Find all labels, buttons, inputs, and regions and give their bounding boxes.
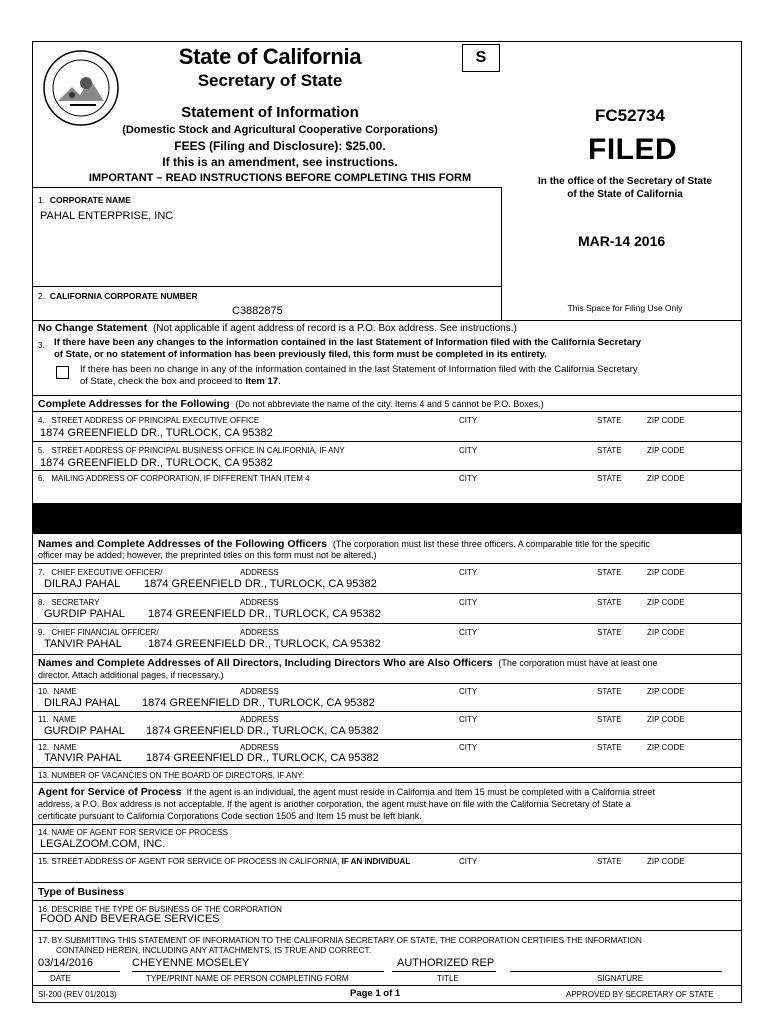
divider (32, 411, 742, 412)
form-letter-box (462, 44, 500, 72)
no-change-line3: If there has been no change in any of the information contained in the last Statement of Information filed with the California Secretary (80, 364, 638, 375)
item9-address[interactable]: 1874 GREENFIELD DR., TURLOCK, CA 95382 (148, 638, 381, 650)
item15-state-label: STATE (597, 857, 622, 866)
business-header: Type of Business (38, 886, 125, 898)
divider (32, 711, 742, 712)
item7-name[interactable]: DILRAJ PAHAL (44, 578, 121, 590)
signature-date-value[interactable]: 03/14/2016 (38, 957, 94, 969)
item10-city-label: CITY (459, 687, 478, 696)
seal-icon (42, 49, 120, 127)
item5-zip-label: ZIP CODE (647, 446, 685, 455)
item12-label: 12. NAME (38, 743, 77, 752)
divider (32, 882, 742, 883)
item10-name[interactable]: DILRAJ PAHAL (44, 697, 121, 709)
item4-state-label: STATE (597, 416, 622, 425)
divider (32, 470, 742, 471)
item8-address-label: ADDRESS (240, 598, 279, 607)
business-type-value[interactable]: FOOD AND BEVERAGE SERVICES (40, 913, 220, 925)
agent-text2: address, a P.O. Box address is not acceptable. If the agent is another corporation, the agent must have on file with the California Secretary of State a (38, 799, 631, 809)
divider (32, 563, 742, 564)
item15-label: 15. STREET ADDRESS OF AGENT FOR SERVICE OF PROCESS IN CALIFORNIA, IF AN INDIVIDUAL (38, 857, 411, 866)
item4-value[interactable]: 1874 GREENFIELD DR., TURLOCK, CA 95382 (40, 427, 273, 439)
page-number: Page 1 of 1 (350, 988, 401, 999)
item12-name[interactable]: TANVIR PAHAL (44, 752, 122, 764)
important-line: IMPORTANT – READ INSTRUCTIONS BEFORE COMPLETING THIS FORM (88, 172, 472, 184)
approved-by: APPROVED BY SECRETARY OF STATE (566, 990, 714, 999)
divider (32, 593, 742, 594)
item9-address-label: ADDRESS (240, 628, 279, 637)
divider (32, 739, 742, 740)
fees-line: FEES (Filing and Disclosure): $25.00. (174, 139, 386, 153)
date-label: DATE (50, 974, 71, 983)
item4-label: 4. STREET ADDRESS OF PRINCIPAL EXECUTIVE OFFICE (38, 416, 260, 425)
directors-header: Names and Complete Addresses of All Directors, Including Directors Who are Also Officers (The corporation must have at least one (38, 657, 658, 669)
no-change-line2: of State, or no statement of information has been previously filed, this form must be completed in its entirety. (54, 349, 547, 360)
item4-city-label: CITY (459, 416, 478, 425)
item12-address[interactable]: 1874 GREENFIELD DR., TURLOCK, CA 95382 (146, 752, 379, 764)
item5-label: 5. STREET ADDRESS OF PRINCIPAL BUSINESS OFFICE IN CALIFORNIA, IF ANY (38, 446, 345, 455)
item11-address[interactable]: 1874 GREENFIELD DR., TURLOCK, CA 95382 (146, 725, 379, 737)
item7-state-label: STATE (597, 568, 622, 577)
item5-city-label: CITY (459, 446, 478, 455)
filing-office-line1: In the office of the Secretary of State (538, 176, 712, 187)
directors-note2: director. Attach additional pages, if necessary.) (38, 670, 224, 680)
item10-zip-label: ZIP CODE (647, 687, 685, 696)
item9-state-label: STATE (597, 628, 622, 637)
state-seal (42, 49, 120, 127)
item13-vacancies[interactable]: 13. NUMBER OF VACANCIES ON THE BOARD OF DIRECTORS, IF ANY: (38, 771, 305, 780)
item9-name[interactable]: TANVIR PAHAL (44, 638, 122, 650)
item14-label: 14. NAME OF AGENT FOR SERVICE OF PROCESS (38, 828, 228, 837)
filing-date: MAR-14 2016 (578, 233, 666, 249)
item12-state-label: STATE (597, 743, 622, 752)
item7-label: 7. CHIEF EXECUTIVE OFFICER/ (38, 568, 163, 577)
form-subtitle: (Domestic Stock and Agricultural Cooperative Corporations) (122, 124, 438, 136)
item12-zip-label: ZIP CODE (647, 743, 685, 752)
divider (32, 824, 742, 825)
date-line (38, 971, 120, 972)
divider (32, 782, 742, 783)
item8-name[interactable]: GURDIP PAHAL (44, 608, 125, 620)
agent-text3: certificate pursuant to California Corporations Code section 1505 and Item 15 must be left blank. (38, 811, 422, 821)
agent-header: Agent for Service of Process If the agent is an individual, the agent must reside in California and Item 15 must be completed with a California street (38, 786, 655, 798)
item10-address-label: ADDRESS (240, 687, 279, 696)
divider (32, 320, 742, 321)
no-change-header: No Change Statement (Not applicable if agent address of record is a P.O. Box address. See instructions.) (38, 322, 517, 334)
item7-city-label: CITY (459, 568, 478, 577)
signature-label: SIGNATURE (597, 974, 644, 983)
item10-state-label: STATE (597, 687, 622, 696)
filing-office-line2: of the State of California (567, 189, 683, 200)
item15-city-label: CITY (459, 857, 478, 866)
no-change-line1: If there have been any changes to the information contained in the last Statement of Information filed with the California Secretary (54, 337, 641, 348)
signature-title-value[interactable]: AUTHORIZED REP (397, 957, 495, 969)
item9-city-label: CITY (459, 628, 478, 637)
divider (32, 900, 742, 901)
corporate-number-value[interactable]: C3882875 (232, 305, 283, 317)
item3-num: 3. (38, 341, 45, 350)
no-change-checkbox[interactable] (56, 366, 69, 379)
item8-address[interactable]: 1874 GREENFIELD DR., TURLOCK, CA 95382 (148, 608, 381, 620)
item15-zip-label: ZIP CODE (647, 857, 685, 866)
certification-line1: 17. BY SUBMITTING THIS STATEMENT OF INFORMATION TO THE CALIFORNIA SECRETARY OF STATE, THE CORPORATION CERTIFIES THE INFORMATION (38, 935, 642, 945)
officers-note2: officer may be added; however, the preprinted titles on this form must not be altered.) (38, 550, 377, 560)
item11-city-label: CITY (459, 715, 478, 724)
corporate-name-value[interactable]: PAHAL ENTERPRISE, INC (40, 210, 174, 222)
divider (32, 395, 742, 396)
item8-zip-label: ZIP CODE (647, 598, 685, 607)
item8-label: 8. SECRETARY (38, 598, 100, 607)
item5-state-label: STATE (597, 446, 622, 455)
item6-zip-label: ZIP CODE (647, 474, 685, 483)
item2-label: 2. CALIFORNIA CORPORATE NUMBER (38, 291, 198, 301)
item16-label: 16. DESCRIBE THE TYPE OF BUSINESS OF THE CORPORATION (38, 905, 282, 914)
title-label: TITLE (437, 974, 459, 983)
item9-zip-label: ZIP CODE (647, 628, 685, 637)
filing-number: FC52734 (595, 106, 665, 125)
divider (32, 930, 742, 931)
item5-value[interactable]: 1874 GREENFIELD DR., TURLOCK, CA 95382 (40, 457, 273, 469)
secretary-title: Secretary of State (197, 71, 343, 90)
form-letter: S (475, 49, 487, 66)
name-line (132, 971, 384, 972)
item7-address-label: ADDRESS (240, 568, 279, 577)
item8-city-label: CITY (459, 598, 478, 607)
item11-name[interactable]: GURDIP PAHAL (44, 725, 125, 737)
officers-header: Names and Complete Addresses of the Following Officers (The corporation must list these three officers. A comparable title for the specific (38, 538, 650, 550)
item4-zip-label: ZIP CODE (647, 416, 685, 425)
item6-label: 6. MAILING ADDRESS OF CORPORATION, IF DIFFERENT THAN ITEM 4 (38, 474, 310, 483)
addresses-header: Complete Addresses for the Following (Do not abbreviate the name of the city. Items 4 and 5 cannot be P.O. Boxes.) (38, 398, 544, 410)
name-label: TYPE/PRINT NAME OF PERSON COMPLETING FORM (146, 974, 349, 983)
agent-name-value[interactable]: LEGALZOOM.COM, INC. (40, 838, 166, 850)
certification-line2: CONTAINED HEREIN, INCLUDING ANY ATTACHMENTS, IS TRUE AND CORRECT. (56, 945, 372, 955)
state-title: State of California (178, 44, 362, 69)
filing-space-note: This Space for Filing Use Only (567, 303, 683, 313)
divider (32, 985, 742, 986)
divider (32, 623, 742, 624)
divider (32, 767, 742, 768)
no-change-line4: of State, check the box and proceed to Item 17. (80, 376, 281, 387)
item11-state-label: STATE (597, 715, 622, 724)
item11-address-label: ADDRESS (240, 715, 279, 724)
divider (32, 853, 742, 854)
item11-zip-label: ZIP CODE (647, 715, 685, 724)
item6-city-label: CITY (459, 474, 478, 483)
item12-address-label: ADDRESS (240, 743, 279, 752)
form-id: SI-200 (REV 01/2013) (38, 990, 117, 999)
item11-label: 11. NAME (38, 715, 77, 724)
amendment-line: If this is an amendment, see instructions. (162, 155, 398, 169)
item1-label: 1. CORPORATE NAME (38, 195, 131, 205)
divider (32, 654, 742, 655)
divider (32, 683, 742, 684)
item9-label: 9. CHIEF FINANCIAL OFFICER/ (38, 628, 159, 637)
signature-name-value[interactable]: CHEYENNE MOSELEY (132, 957, 250, 969)
divider (32, 441, 742, 442)
item7-address[interactable]: 1874 GREENFIELD DR., TURLOCK, CA 95382 (144, 578, 377, 590)
title-line (392, 971, 496, 972)
item12-city-label: CITY (459, 743, 478, 752)
form-title: Statement of Information (181, 104, 359, 121)
item10-label: 10. NAME (38, 687, 77, 696)
redaction-band (32, 503, 742, 534)
item6-state-label: STATE (597, 474, 622, 483)
item10-address[interactable]: 1874 GREENFIELD DR., TURLOCK, CA 95382 (142, 697, 375, 709)
item8-state-label: STATE (597, 598, 622, 607)
signature-line[interactable] (510, 971, 722, 972)
filed-stamp: FILED (588, 133, 678, 166)
item7-zip-label: ZIP CODE (647, 568, 685, 577)
